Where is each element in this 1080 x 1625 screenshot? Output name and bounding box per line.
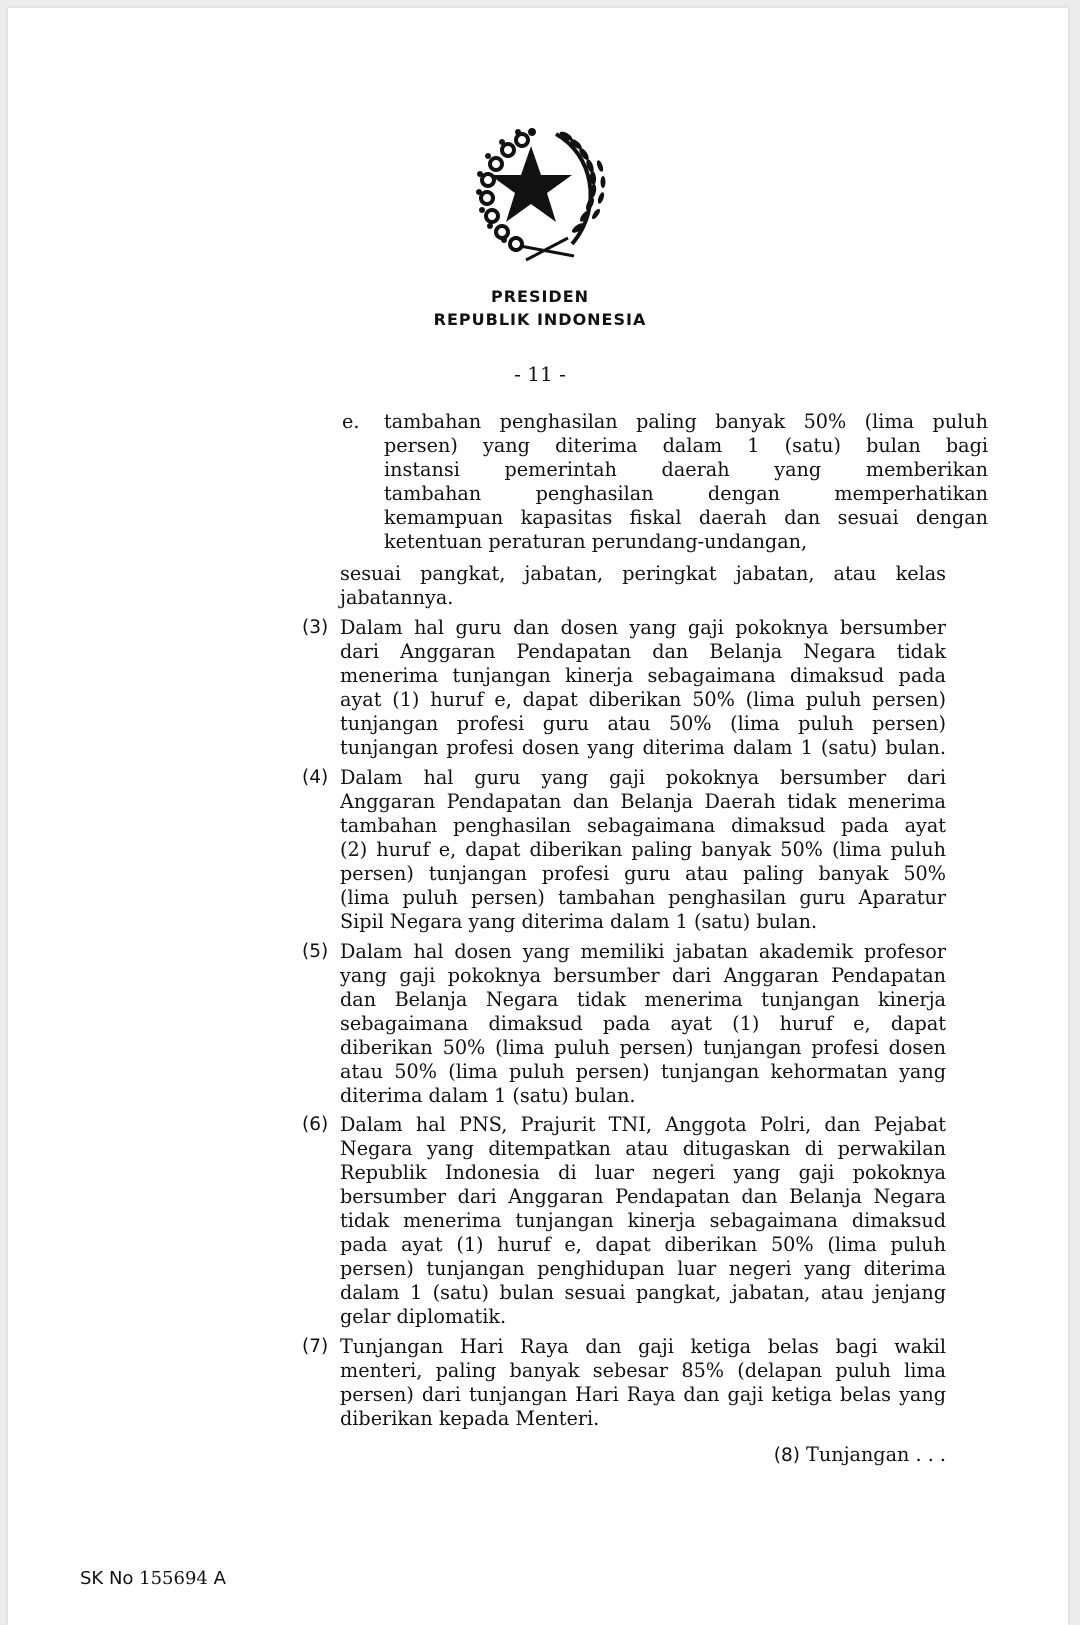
text-line: gelar diplomatik. (340, 1305, 507, 1328)
text-line: tidak menerima tunjangan kinerja sebagaimana dimaksud (340, 1209, 946, 1232)
text-line: tunjangan profesi guru atau 50% (lima puluh persen) (340, 712, 946, 735)
catchword-number: (8) (773, 1445, 800, 1466)
catchword-text: Tunjangan . . . (799, 1443, 946, 1466)
text-line: diberikan 50% (lima puluh persen) tunjangan profesi dosen (340, 1036, 946, 1059)
sk-label: SK No (80, 1568, 140, 1589)
text-line: Dalam hal PNS, Prajurit TNI, Anggota Polri, dan Pejabat (340, 1113, 946, 1136)
text-line: Anggaran Pendapatan dan Belanja Daerah tidak menerima (340, 790, 946, 813)
text-line: tunjangan profesi dosen yang diterima dalam 1 (satu) bulan. (340, 736, 946, 759)
text-line: Dalam hal guru yang gaji pokoknya bersumber dari (340, 766, 946, 789)
star-icon (490, 146, 572, 222)
catchword-next-page (774, 1443, 946, 1466)
text-line: Dalam hal guru dan dosen yang gaji pokoknya bersumber (340, 616, 946, 639)
header-title-presiden: PRESIDEN (490, 287, 590, 306)
text-line: ketentuan peraturan perundang-undangan, (384, 530, 808, 553)
text-line: atau 50% (lima puluh persen) tunjangan kehormatan yang (340, 1060, 946, 1083)
text-line: dari Anggaran Pendapatan dan Belanja Negara tidak (340, 640, 946, 663)
text-line: tambahan penghasilan paling banyak 50% (lima puluh (384, 410, 988, 433)
text-line: bersumber dari Anggaran Pendapatan dan Belanja Negara (340, 1185, 946, 1208)
text-line: Dalam hal dosen yang memiliki jabatan akademik profesor (340, 940, 946, 963)
text-line: persen) tunjangan penghidupan luar negeri yang diterima (340, 1257, 946, 1280)
text-line: pada ayat (1) huruf e, dapat diberikan 50% (lima puluh (340, 1233, 946, 1256)
text-line: persen) dari tunjangan Hari Raya dan gaji ketiga belas yang (340, 1383, 946, 1406)
text-line: menteri, paling banyak sebesar 85% (delapan puluh lima (340, 1359, 946, 1382)
text-line: ayat (1) huruf e, dapat diberikan 50% (lima puluh persen) (340, 688, 946, 711)
text-line: sesuai pangkat, jabatan, peringkat jabatan, atau kelas (340, 562, 946, 585)
text-line: tambahan penghasilan dengan memperhatikan (384, 482, 988, 505)
text-line: Negara yang ditempatkan atau ditugaskan di perwakilan (340, 1137, 946, 1160)
continuation-text (340, 562, 946, 610)
text-line: tambahan penghasilan sebagaimana dimaksud pada ayat (340, 814, 946, 837)
text-line: menerima tunjangan kinerja sebagaimana dimaksud pada (340, 664, 946, 687)
paragraph-text (340, 616, 946, 760)
paragraph-text (340, 766, 946, 934)
paragraph-number: (7) (302, 1336, 329, 1357)
list-item-e-text (384, 410, 988, 554)
text-line: instansi pemerintah daerah yang memberikan (384, 458, 988, 481)
text-line: Sipil Negara yang diterima dalam 1 (satu) bulan. (340, 910, 818, 933)
page-number: - 11 - (514, 362, 566, 386)
paragraph-number: (5) (302, 941, 329, 962)
text-line: persen) tunjangan profesi guru atau paling banyak 50% (340, 862, 946, 885)
text-line: Republik Indonesia di luar negeri yang gaji pokoknya (340, 1161, 946, 1184)
paragraph-number: (3) (302, 617, 329, 638)
header-title-republik-indonesia: REPUBLIK INDONESIA (433, 310, 647, 329)
presidential-star-emblem (474, 120, 614, 268)
paragraph-number: (4) (302, 767, 329, 788)
text-line: kemampuan kapasitas fiskal daerah dan sesuai dengan (384, 506, 988, 529)
text-line: Tunjangan Hari Raya dan gaji ketiga belas bagi wakil (340, 1335, 946, 1358)
text-line: yang gaji pokoknya bersumber dari Anggaran Pendapatan (340, 964, 946, 987)
paragraph-text (340, 940, 946, 1108)
text-line: (lima puluh persen) tambahan penghasilan guru Aparatur (340, 886, 946, 909)
text-line: diterima dalam 1 (satu) bulan. (340, 1084, 636, 1107)
text-line: (2) huruf e, dapat diberikan paling banyak 50% (lima puluh (340, 838, 946, 861)
text-line: dan Belanja Negara tidak menerima tunjangan kinerja (340, 988, 946, 1011)
text-line: diberikan kepada Menteri. (340, 1407, 600, 1430)
list-marker-e: e. (342, 410, 360, 433)
text-line: dalam 1 (satu) bulan sesuai pangkat, jabatan, atau jenjang (340, 1281, 946, 1304)
sk-suffix: A (207, 1568, 226, 1589)
paragraph-number: (6) (302, 1114, 329, 1135)
text-line: persen) yang diterima dalam 1 (satu) bulan bagi (384, 434, 988, 457)
paragraph-text (340, 1335, 946, 1431)
paragraph-text (340, 1113, 946, 1329)
sk-serial: 155694 (139, 1568, 208, 1589)
footer-sk-number (80, 1568, 226, 1589)
text-line: sebagaimana dimaksud pada ayat (1) huruf e, dapat (340, 1012, 946, 1035)
text-line: jabatannya. (340, 586, 454, 609)
